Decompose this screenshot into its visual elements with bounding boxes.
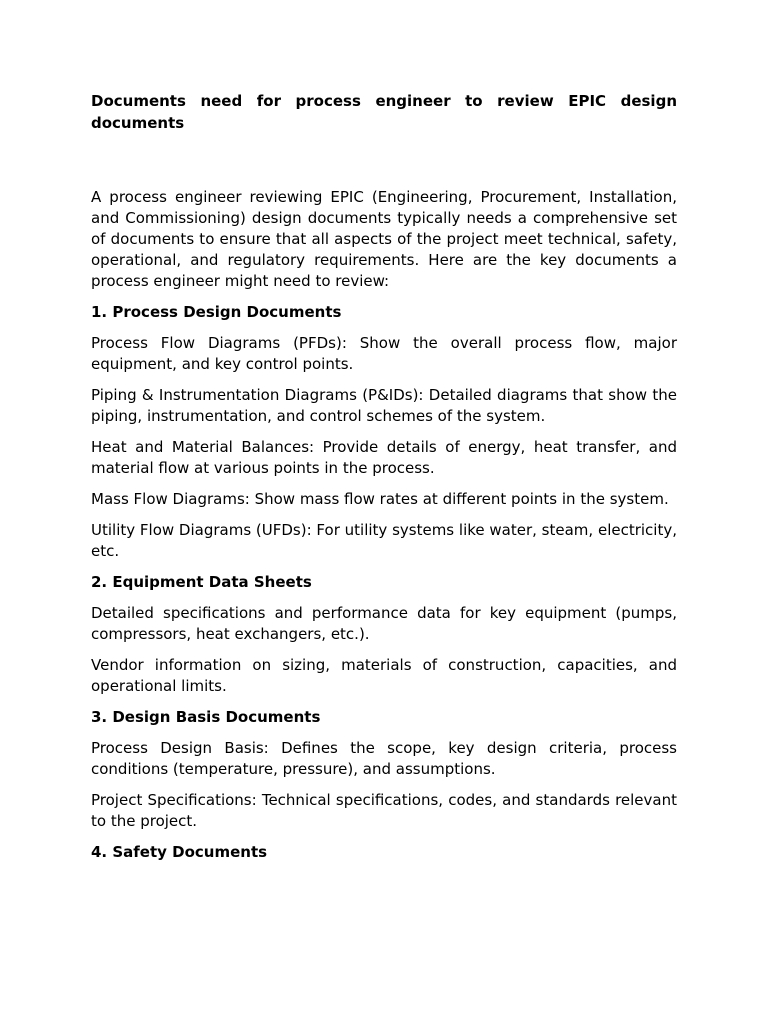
section-design-basis (91, 707, 677, 832)
section-safety (91, 842, 677, 863)
document-title: Documents need for process engineer to review EPIC design documents (91, 92, 677, 132)
section-heading: 2. Equipment Data Sheets (91, 573, 312, 591)
section-paragraph: Detailed specifications and performance data for key equipment (pumps, compressors, heat exchangers, etc.). (91, 604, 677, 643)
document-page (91, 90, 677, 863)
section-heading: 3. Design Basis Documents (91, 708, 321, 726)
section-paragraph: Mass Flow Diagrams: Show mass flow rates at different points in the system. (91, 490, 669, 508)
section-paragraph: Process Flow Diagrams (PFDs): Show the overall process flow, major equipment, and key control points. (91, 334, 677, 373)
section-paragraph: Vendor information on sizing, materials of construction, capacities, and operational limits. (91, 656, 677, 695)
intro-paragraph: A process engineer reviewing EPIC (Engineering, Procurement, Installation, and Commissioning) design documents typically needs a comprehensive set of documents to ensure that all aspects of the project meet technical, safety, operational, and regulatory requirements. Here are the key documents a process engineer might need to review: (91, 188, 677, 290)
section-paragraph: Utility Flow Diagrams (UFDs): For utility systems like water, steam, electricity, etc. (91, 521, 677, 560)
section-paragraph: Process Design Basis: Defines the scope, key design criteria, process conditions (temperature, pressure), and assumptions. (91, 739, 677, 778)
section-paragraph: Piping & Instrumentation Diagrams (P&IDs): Detailed diagrams that show the piping, instrumentation, and control schemes of the system. (91, 386, 677, 425)
section-paragraph: Heat and Material Balances: Provide details of energy, heat transfer, and material flow at various points in the process. (91, 438, 677, 477)
section-equipment-data-sheets (91, 572, 677, 697)
section-process-design (91, 302, 677, 562)
section-heading: 4. Safety Documents (91, 843, 268, 861)
section-paragraph: Project Specifications: Technical specifications, codes, and standards relevant to the project. (91, 791, 677, 830)
section-heading: 1. Process Design Documents (91, 303, 342, 321)
